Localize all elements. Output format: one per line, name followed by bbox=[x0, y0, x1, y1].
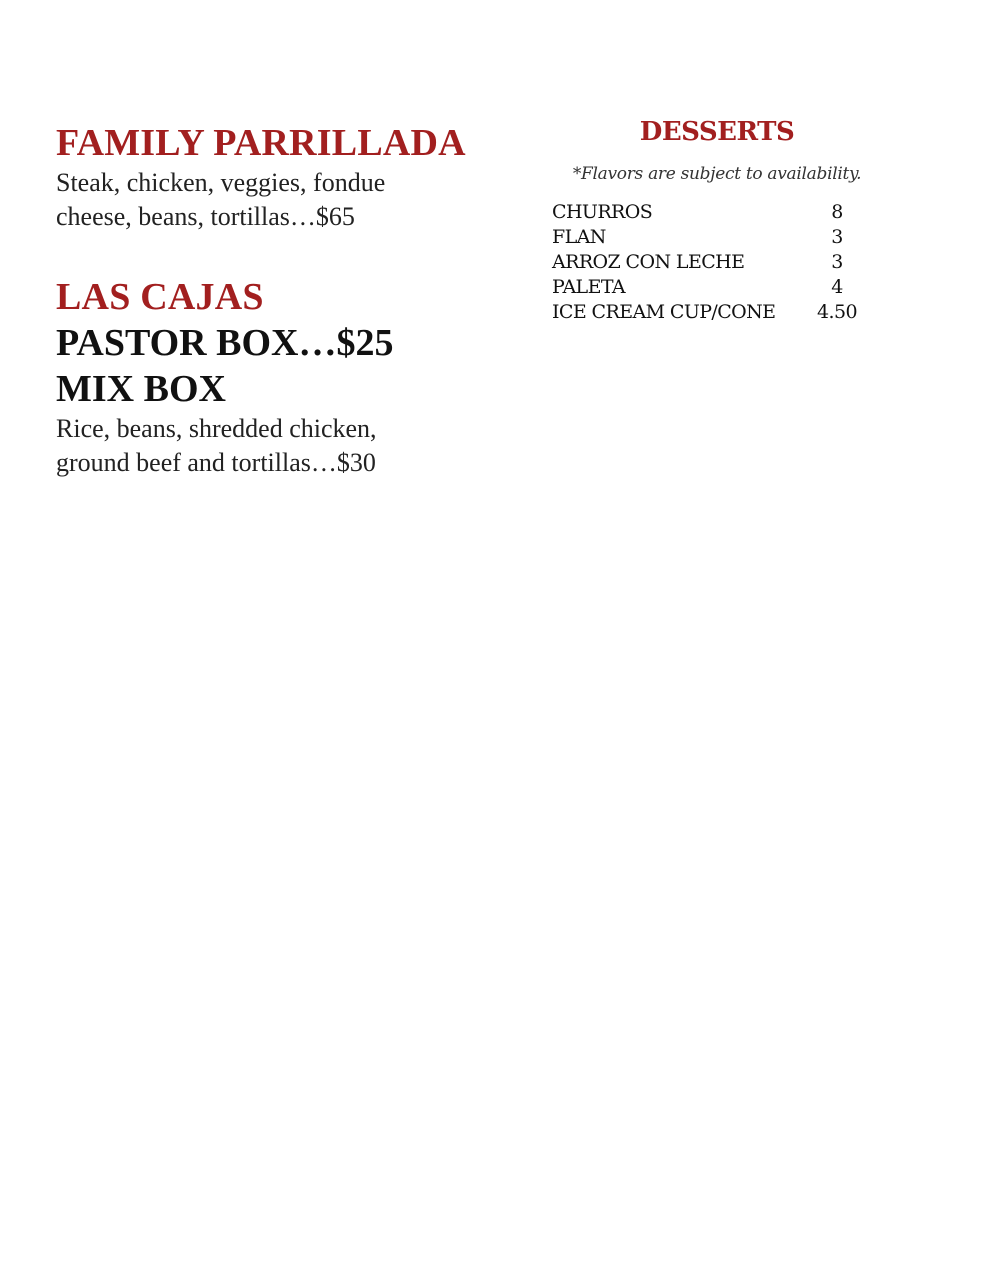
dessert-name: CHURROS bbox=[552, 201, 653, 223]
dessert-name: FLAN bbox=[552, 226, 606, 248]
dessert-name: ARROZ CON LECHE bbox=[552, 251, 745, 273]
dessert-item-arroz-con-leche bbox=[552, 250, 859, 275]
las-cajas-heading: LAS CAJAS bbox=[56, 276, 264, 318]
dessert-price: 8 bbox=[831, 201, 843, 223]
desserts-heading: DESSERTS bbox=[639, 117, 795, 147]
dessert-item-churros bbox=[552, 200, 859, 225]
dessert-item-flan bbox=[552, 225, 859, 250]
left-column bbox=[56, 120, 516, 480]
dessert-price: 3 bbox=[831, 251, 843, 273]
pastor-box-title: PASTOR BOX…$25 bbox=[56, 322, 394, 364]
family-parrillada-heading: FAMILY PARRILLADA bbox=[56, 122, 466, 164]
dessert-price: 4 bbox=[831, 276, 843, 298]
dessert-item-ice-cream bbox=[552, 300, 859, 325]
mix-box-desc-line2: ground beef and tortillas…$30 bbox=[56, 448, 376, 477]
dessert-name: PALETA bbox=[552, 276, 626, 298]
mix-box-desc-line1: Rice, beans, shredded chicken, bbox=[56, 414, 377, 443]
section-spacer bbox=[56, 234, 516, 274]
mix-box-title: MIX BOX bbox=[56, 368, 226, 410]
family-parrillada-desc-line2: cheese, beans, tortillas…$65 bbox=[56, 202, 355, 231]
dessert-item-paleta bbox=[552, 275, 859, 300]
dessert-price: 4.50 bbox=[817, 301, 857, 323]
desserts-section bbox=[552, 114, 882, 325]
family-parrillada-desc-line1: Steak, chicken, veggies, fondue bbox=[56, 168, 386, 197]
dessert-price: 3 bbox=[831, 226, 843, 248]
dessert-name: ICE CREAM CUP/CONE bbox=[552, 301, 776, 323]
desserts-availability-note: *Flavors are subject to availability. bbox=[572, 164, 862, 184]
